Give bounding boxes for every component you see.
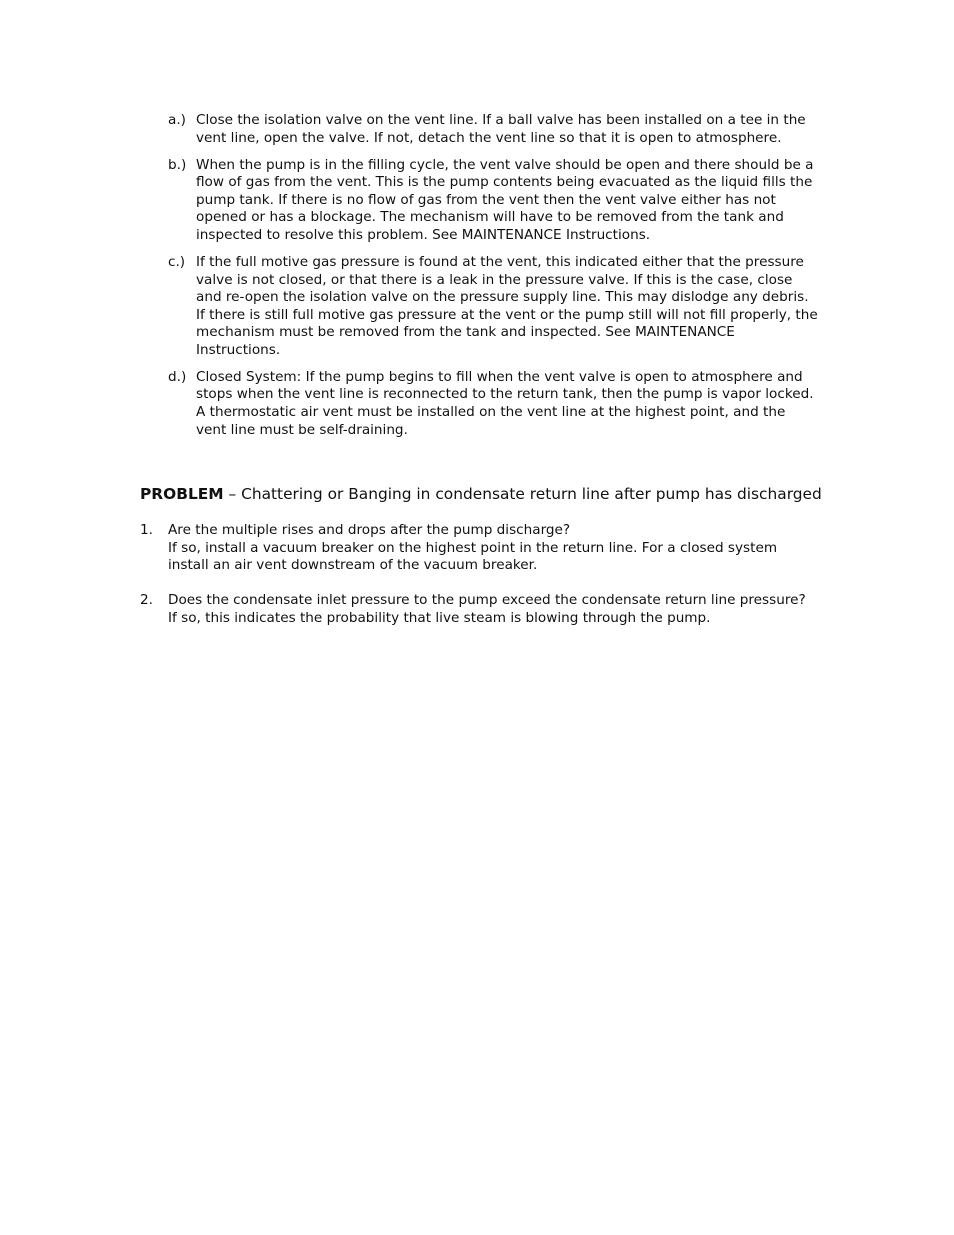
problem-text: – Chattering or Banging in condensate return line after pump has discharged: [223, 485, 822, 503]
step-item: [168, 254, 818, 360]
step-text: If the full motive gas pressure is found at the vent, this indicated either that the pressure valve is not closed, or that there is a leak in the pressure valve. If this is the case, close and re-open the isolation valve on the pressure supply line. This may dislodge any debris. If there is still full motive gas pressure at the vent or the pump still will not fill properly, the mechanism must be removed from the tank and inspected. See MAINTENANCE Instructions.: [196, 253, 818, 358]
question-item: [140, 592, 820, 627]
question-text: Does the condensate inlet pressure to the pump exceed the condensate return line pressure?: [168, 592, 806, 609]
step-item: [168, 112, 818, 147]
question-item: [140, 522, 820, 575]
step-marker: d.): [168, 368, 187, 385]
step-text: Close the isolation valve on the vent line. If a ball valve has been installed on a tee in the vent line, open the valve. If not, detach the vent line so that it is open to atmosphere.: [196, 112, 806, 146]
step-text: Closed System: If the pump begins to fill when the vent valve is open to atmosphere and stops when the vent line is reconnected to the return tank, then the pump is vapor locked. A thermostatic air vent must be installed on the vent line at the highest point, and the vent line must be self-draining.: [196, 368, 814, 438]
problem-questions: [140, 522, 820, 645]
problem-label: PROBLEM: [140, 485, 224, 503]
step-item: [168, 369, 818, 439]
answer-text: If so, this indicates the probability that live steam is blowing through the pump.: [168, 609, 711, 626]
question-number: 1.: [140, 522, 153, 538]
troubleshooting-steps: [168, 112, 818, 449]
step-marker: a.): [168, 112, 186, 128]
step-text: When the pump is in the filling cycle, the vent valve should be open and there should be a flow of gas from the vent. This is the pump contents being evacuated as the liquid fills the pump tank. If there is no flow of gas from the vent then the vent valve either has not opened or has a blockage. The mechanism will have to be removed from the tank and inspected to resolve this problem. See MAINTENANCE Instructions.: [196, 156, 814, 243]
problem-heading: [140, 485, 820, 504]
step-item: [168, 157, 818, 245]
question-text: Are the multiple rises and drops after the pump discharge?: [168, 522, 571, 538]
step-marker: b.): [168, 156, 187, 173]
step-marker: c.): [168, 253, 186, 270]
question-number: 2.: [140, 592, 153, 609]
answer-text: If so, install a vacuum breaker on the highest point in the return line. For a closed system install an air vent downstream of the vacuum breaker.: [168, 539, 778, 574]
